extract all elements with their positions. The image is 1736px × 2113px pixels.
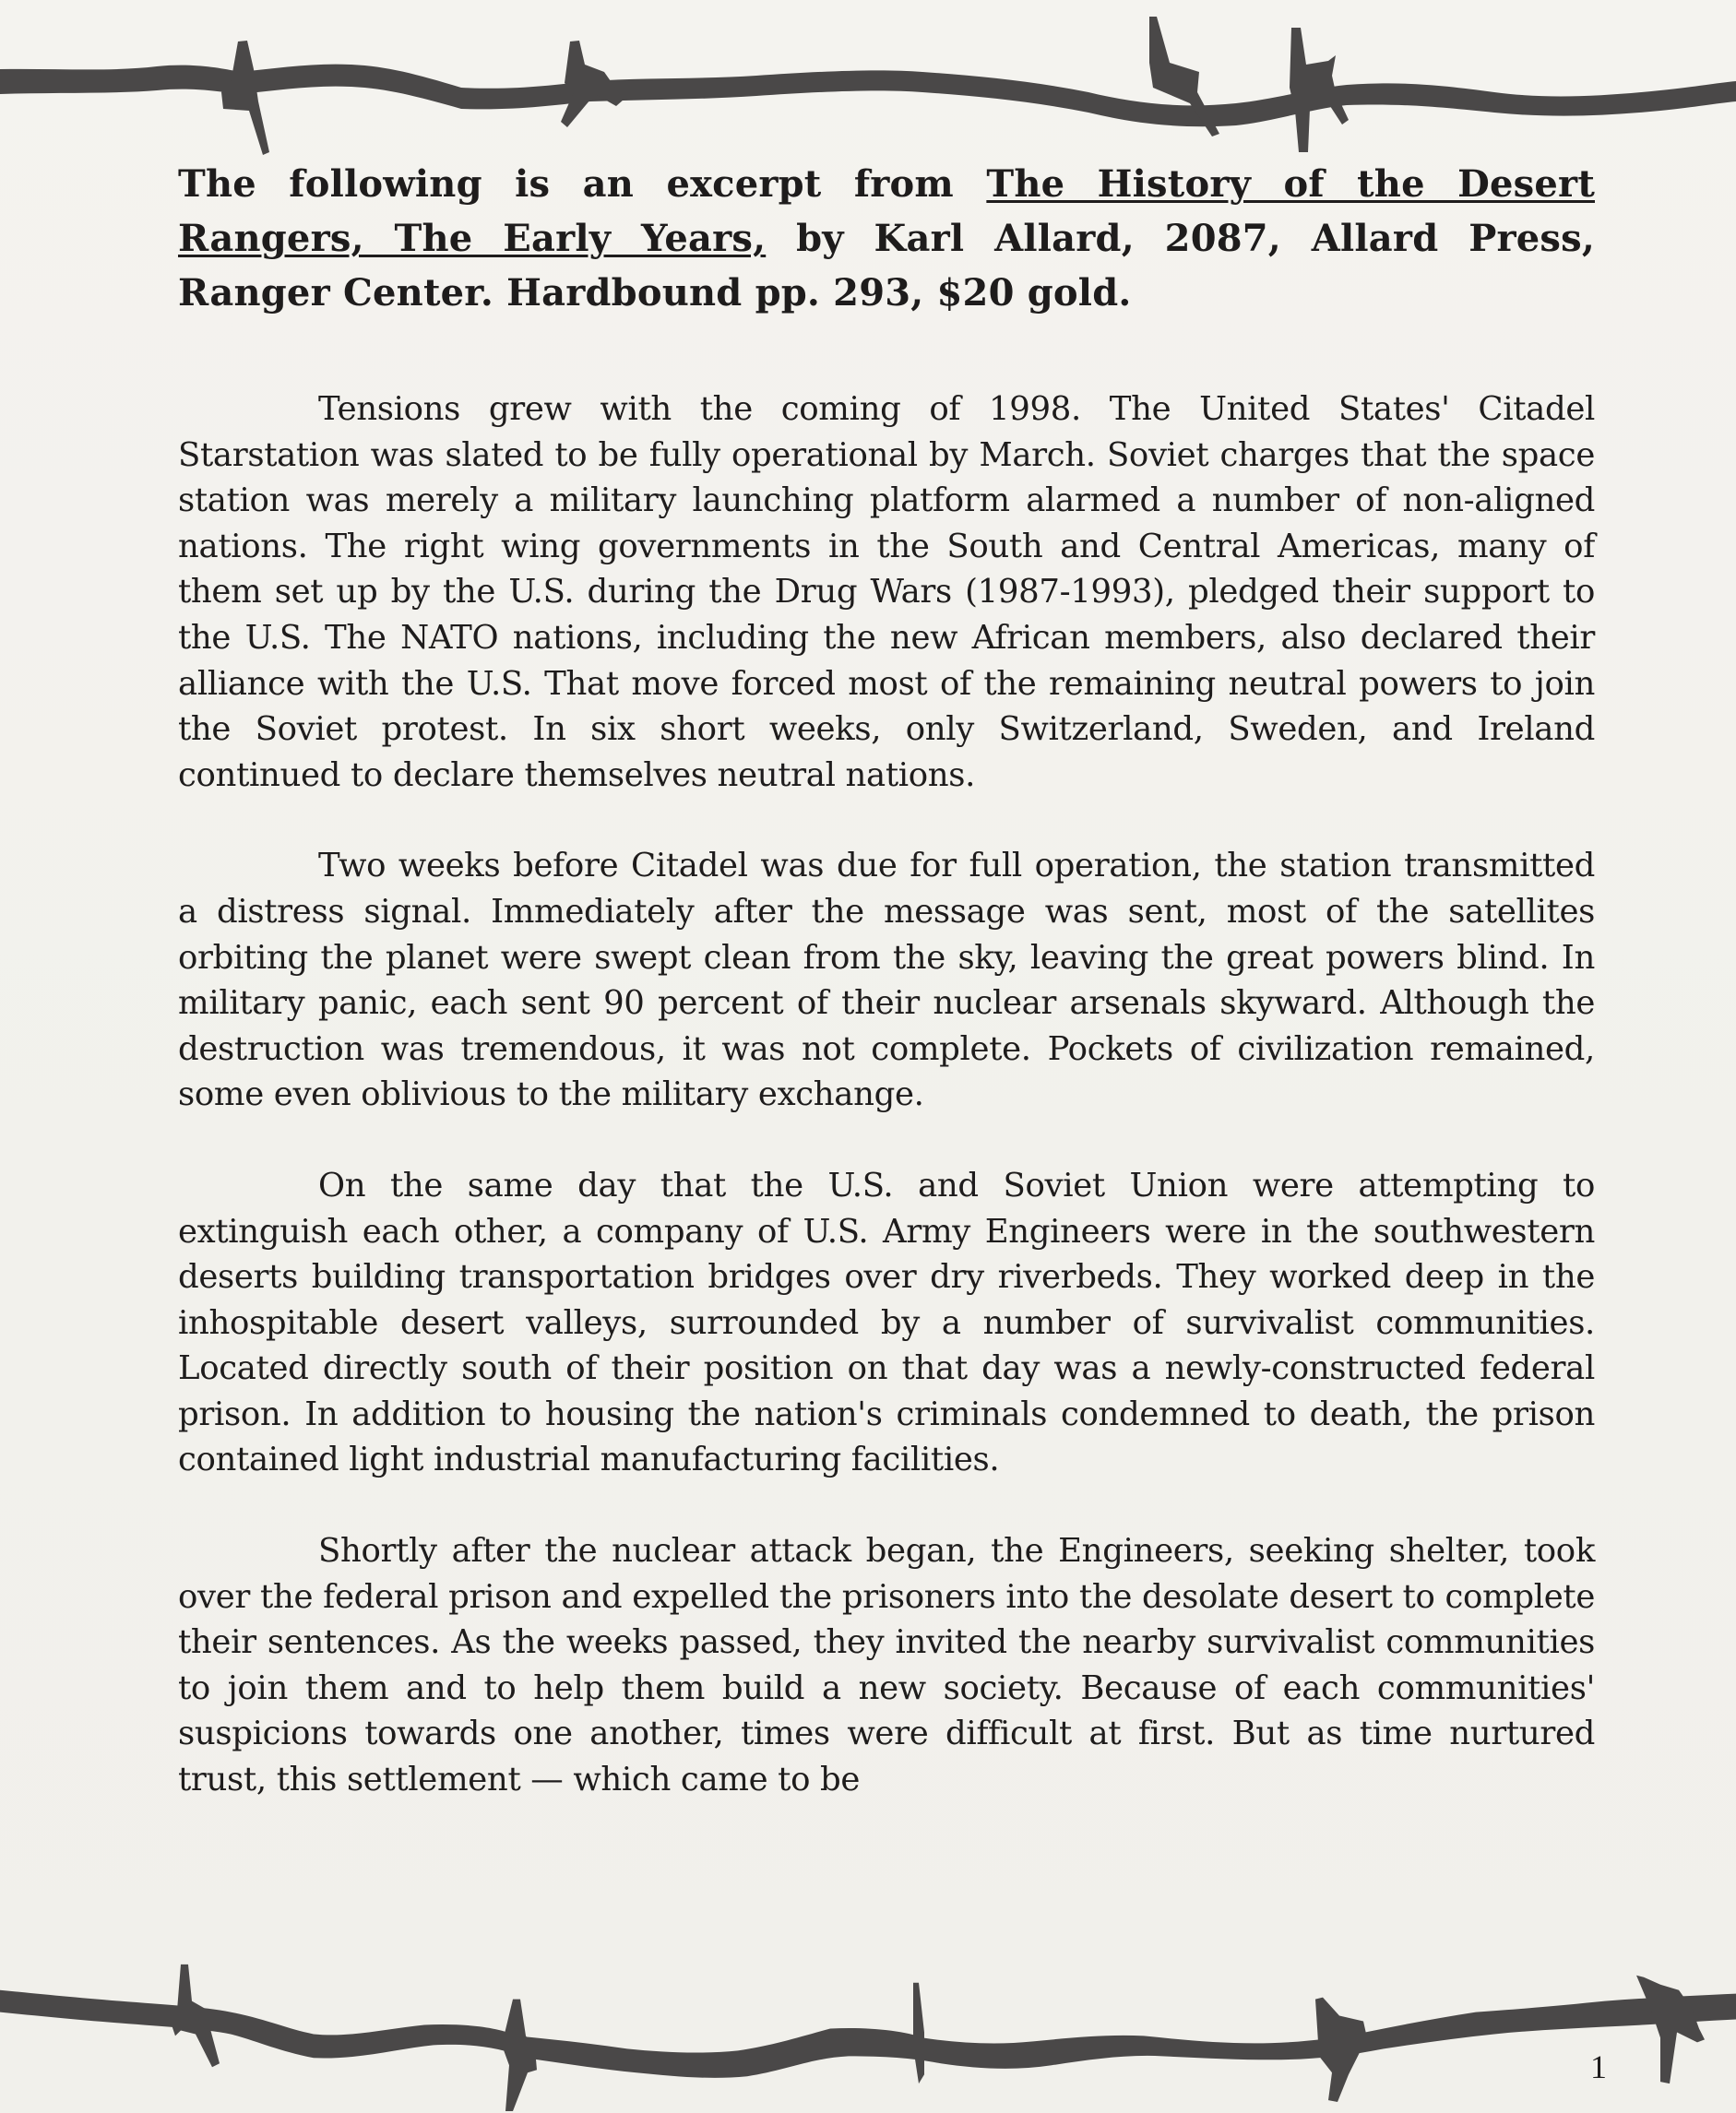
book-title: The History of the Desert Rangers, The Early Years,	[178, 162, 1595, 260]
wire-strand-bottom	[0, 1990, 1736, 2078]
barbed-wire-top-icon	[0, 0, 1736, 175]
citation-suffix: by Karl Allard, 2087, Allard Press, Ranger Center. Hardbound pp. 293, $20 gold.	[178, 217, 1595, 315]
barb-bottom-3	[913, 1983, 924, 2083]
page-number: 1	[1590, 2048, 1607, 2085]
article-body	[178, 157, 1595, 1848]
barb-bottom-2	[502, 2000, 537, 2111]
barb-top-1	[221, 41, 269, 155]
paragraph-1: Tensions grew with the coming of 1998. The United States' Citadel Starstation was slated to be fully operational by March. Soviet charges that the space station was merely a military launching platform alarmed a number of non-aligned nations. The right wing governments in the South and Central Americas, many of them set up by the U.S. during the Drug Wars (1987-1993), pledged their support to the U.S. The NATO nations, including the new African members, also declared their alliance with the U.S. That move forced most of the remaining neutral powers to join the Soviet protest. In six short weeks, only Switzerland, Sweden, and Ireland continued to declare themselves neutral nations.	[178, 390, 1595, 794]
barb-bottom-5	[1636, 1976, 1705, 2083]
paragraph-3: On the same day that the U.S. and Soviet Union were attempting to extinguish each other, a company of U.S. Army Engineers were in the southwestern deserts building transportation bridges over dry riverbeds. They worked deep in the inhospitable desert valleys, surrounded by a number of survivalist communities. Located directly south of their position on that day was a newly-constructed federal prison. In addition to housing the nation's criminals condemned to death, the prison contained light industrial manufacturing facilities.	[178, 1166, 1595, 1479]
paragraph-2: Two weeks before Citadel was due for full operation, the station transmitted a distress signal. Immediately after the message was sent, most of the satellites orbiting the planet were swept clean from the sky, leaving the great powers blind. In military panic, each sent 90 percent of their nuclear arsenals skyward. Although the destruction was tremendous, it was not complete. Pockets of civilization remained, some even oblivious to the military exchange.	[178, 847, 1595, 1114]
barb-bottom-4	[1315, 1998, 1367, 2102]
excerpt-citation	[178, 157, 1595, 320]
citation-prefix: The following is an excerpt from	[178, 162, 987, 206]
barbed-wire-bottom-icon	[0, 1937, 1736, 2112]
paragraph-4: Shortly after the nuclear attack began, the Engineers, seeking shelter, took over the federal prison and expelled the prisoners into the desolate desert to complete their sentences. As the weeks passed, they invited the nearby survivalist communities to join them and to help them build a new society. Because of each communities' suspicions towards one another, times were difficult at first. But as time nurtured trust, this settlement — which came to be	[178, 1532, 1595, 1799]
